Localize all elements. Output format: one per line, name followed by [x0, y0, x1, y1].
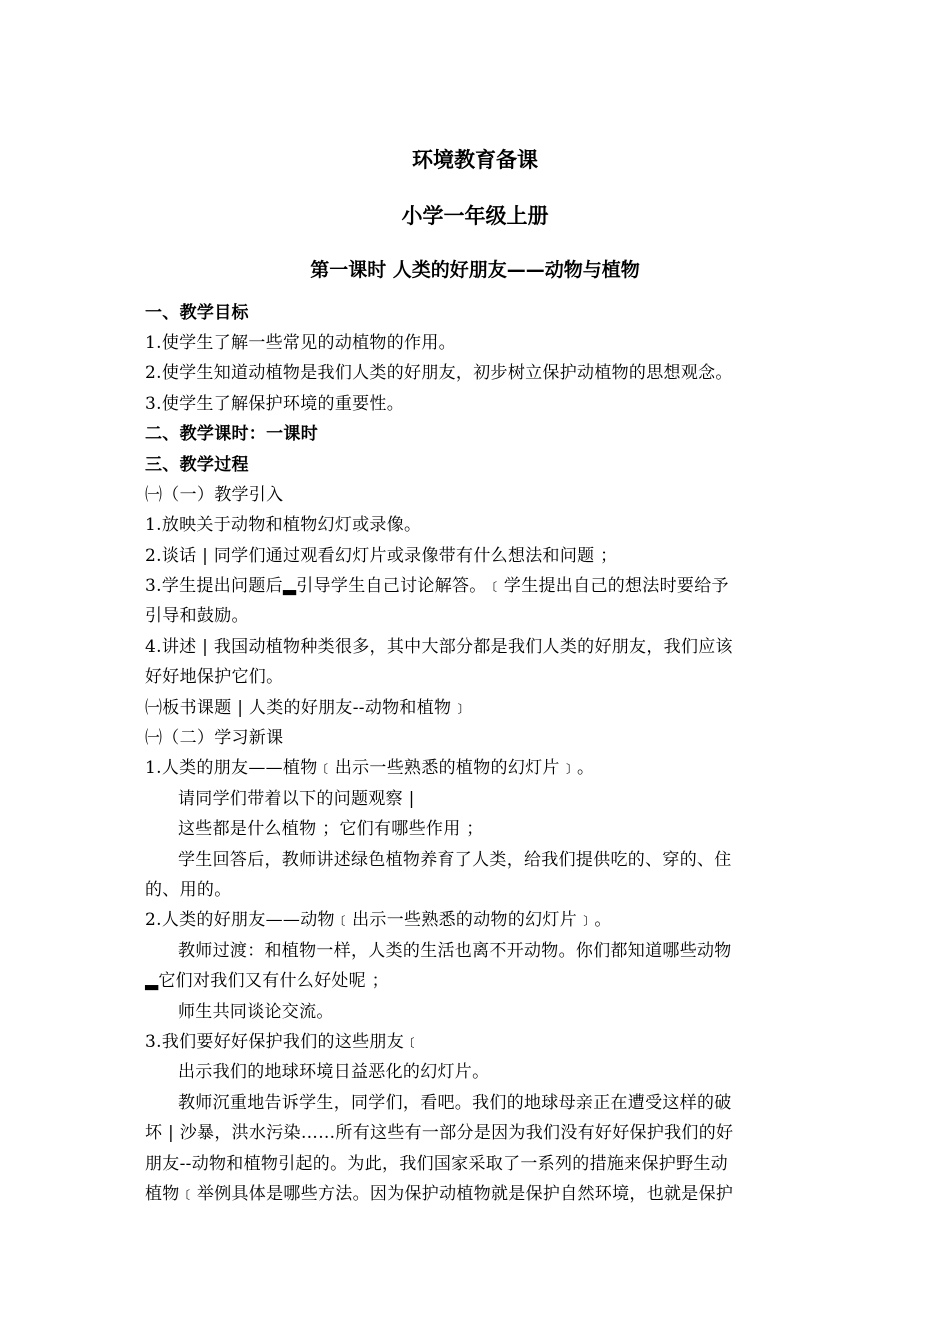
intro-step-2: 2.谈话 | 同学们通过观看幻灯片或录像带有什么想法和问题 ；: [145, 546, 618, 566]
subsection-new-lesson: ㈠（二）学习新课: [145, 728, 284, 748]
lesson-item-1: 1.人类的朋友——植物﹝出示一些熟悉的植物的幻灯片﹞。: [145, 758, 595, 778]
lesson-item-2-text-a2: ▂它们对我们又有什么好处呢 ；: [145, 971, 389, 991]
lesson-item-1-text-b: 这些都是什么植物 ；它们有哪些作用 ；: [178, 819, 484, 839]
intro-step-3-line2: 引导和鼓励。: [145, 606, 249, 626]
lesson-item-1-text-c1: 学生回答后，教师讲述绿色植物养育了人类，给我们提供吃的、穿的、住: [178, 850, 732, 870]
lesson-item-3: 3.我们要好好保护我们的这些朋友﹝: [145, 1032, 422, 1052]
goal-item-3: 3.使学生了解保护环境的重要性。: [145, 394, 405, 414]
goal-item-1: 1.使学生了解一些常见的动植物的作用。: [145, 333, 456, 353]
section-heading-process: 三、教学过程: [145, 455, 249, 475]
doc-title: 环境教育备课: [412, 148, 538, 172]
intro-step-4-line2: 好好地保护它们。: [145, 667, 284, 687]
intro-step-4-line1: 4.讲述 | 我国动植物种类很多，其中大部分都是我们人类的好朋友，我们应该: [145, 637, 733, 657]
doc-grade: 小学一年级上册: [401, 204, 549, 228]
lesson-item-3-text-b4: 植物﹝举例具体是哪些方法。因为保护动植物就是保护自然环境，也就是保护: [145, 1184, 734, 1204]
lesson-item-3-text-a: 出示我们的地球环境日益恶化的幻灯片。: [178, 1062, 490, 1082]
lesson-item-3-text-b2: 坏 | 沙暴，洪水污染……所有这些有一部分是因为我们没有好好保护我们的好: [145, 1123, 734, 1143]
lesson-item-1-text-a: 请同学们带着以下的问题观察 |: [178, 789, 415, 809]
lesson-item-3-text-b1: 教师沉重地告诉学生，同学们，看吧。我们的地球母亲正在遭受这样的破: [178, 1093, 732, 1113]
lesson-item-2: 2.人类的好朋友——动物﹝出示一些熟悉的动物的幻灯片﹞。: [145, 910, 612, 930]
lesson-item-2-text-a1: 教师过渡：和植物一样，人类的生活也离不开动物。你们都知道哪些动物: [178, 941, 732, 961]
subsection-intro: ㈠（一）教学引入: [145, 485, 284, 505]
section-heading-goals: 一、教学目标: [145, 303, 249, 323]
intro-step-1: 1.放映关于动物和植物幻灯或录像。: [145, 515, 422, 535]
intro-step-3-line1: 3.学生提出问题后▂引导学生自己讨论解答。﹝学生提出自己的想法时要给予: [145, 576, 729, 596]
lesson-title: 第一课时 人类的好朋友——动物与植物: [310, 259, 640, 281]
lesson-item-1-text-c2: 的、用的。: [145, 880, 232, 900]
goal-item-2: 2.使学生知道动植物是我们人类的好朋友，初步树立保护动植物的思想观念。: [145, 363, 733, 383]
section-heading-hours: 二、教学课时：一课时: [145, 424, 318, 444]
lesson-item-3-text-b3: 朋友--动物和植物引起的。为此，我们国家采取了一系列的措施来保护野生动: [145, 1154, 728, 1174]
intro-step-5: ㈠板书课题 | 人类的好朋友--动物和植物﹞: [145, 698, 469, 718]
lesson-item-2-text-b: 师生共同谈论交流。: [178, 1002, 334, 1022]
